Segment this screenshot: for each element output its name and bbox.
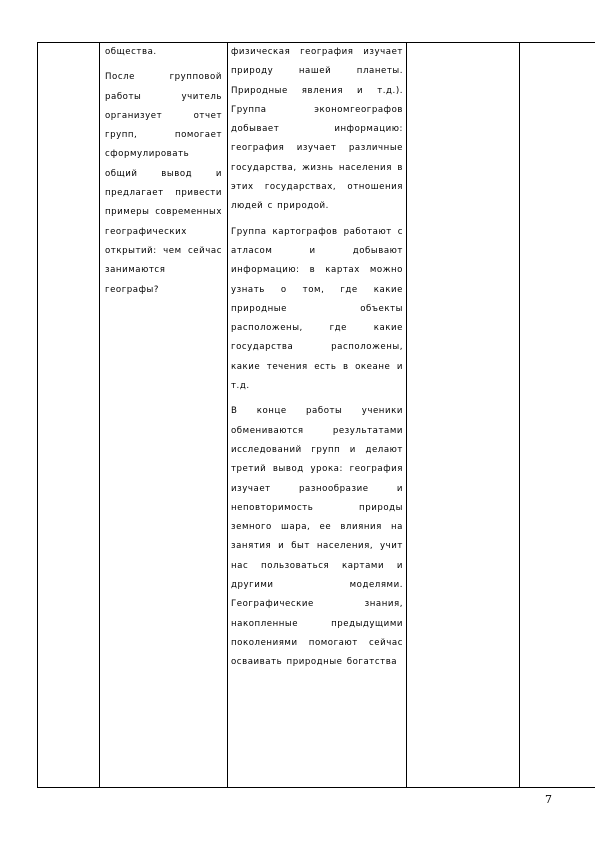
- student-activity-cell: [228, 43, 407, 788]
- lesson-plan-table: [37, 42, 595, 788]
- stage-column-cell: [38, 43, 100, 788]
- empty-column-cell: [407, 43, 520, 788]
- student-paragraph: В конце работы ученики обмениваются результатами исследований групп и делают третий вывод урока: география изучает разнообразие и неповторимость природы земного шара, ее влияния на занятия и быт населения, учит нас пользоваться картами и другими моделями. Географические знания, накопленные предыдущими поколениями помогают сейчас осваивать природные богатства: [231, 406, 403, 668]
- teacher-paragraph: общества.: [105, 47, 157, 57]
- student-paragraph: физическая география изучает природу нашей планеты. Природные явления и т.д.). Группа экономгеографов добывает информацию: география изучает различные государства, жизнь населения в этих государствах, отношения людей с природой.: [231, 47, 403, 212]
- student-paragraph: Группа картографов работают с атласом и добывают информацию: в картах можно узнать о том, где какие природные объекты расположены, где какие государства расположены, какие течения есть в океане и т.д.: [231, 226, 403, 392]
- page-number: 7: [545, 793, 552, 806]
- empty-column-cell: [520, 43, 595, 788]
- teacher-activity-cell: [100, 43, 228, 788]
- table-row: [38, 43, 595, 788]
- teacher-paragraph: После групповой работы учитель организует отчет групп, помогает сформулировать общий вывод и предлагает привести примеры современных географических открытий: чем сейчас занимаются географы?: [105, 72, 222, 295]
